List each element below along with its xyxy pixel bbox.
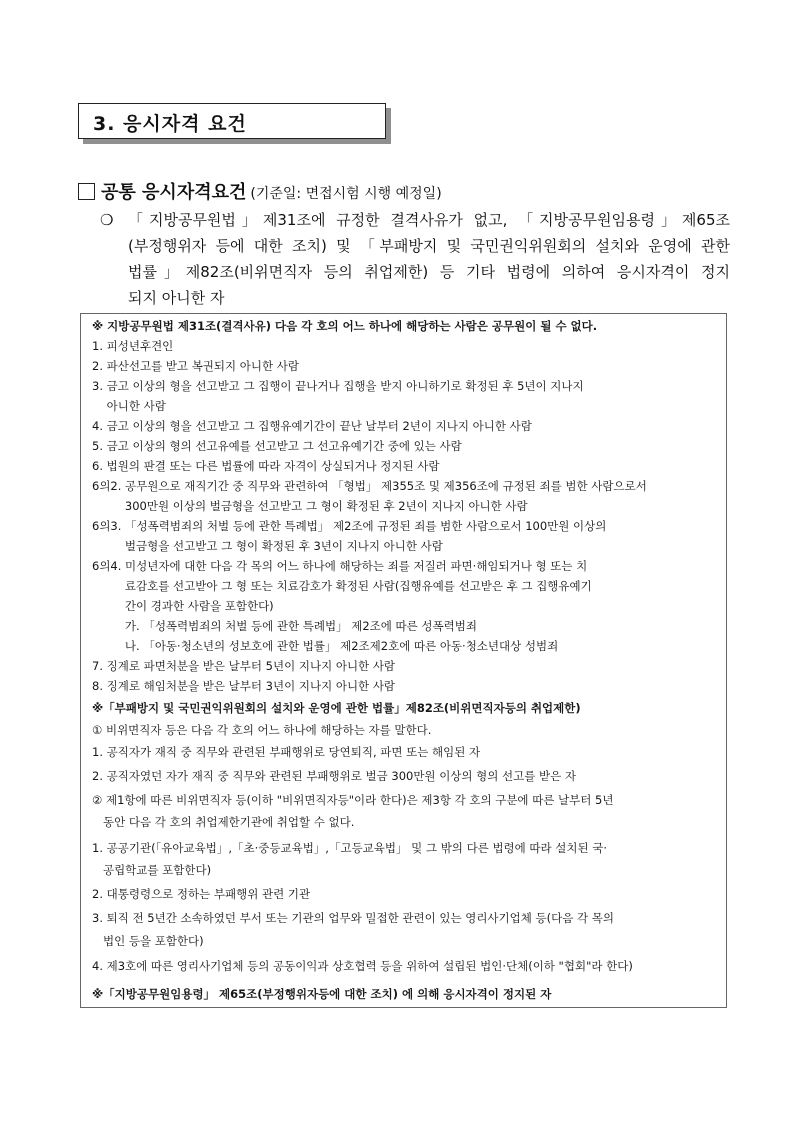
box-row: 6. 법원의 판결 또는 다른 법률에 따라 자격이 상실되거나 정지된 사람 xyxy=(92,459,440,473)
box-row: 료감호를 선고받아 그 형 또는 치료감호가 확정된 사람(집행유예를 선고받은 후 그 집행유예기 xyxy=(92,579,592,593)
box-row: 3. 금고 이상의 형을 선고받고 그 집행이 끝나거나 집행을 받지 아니하기로 확정된 후 5년이 지나지 xyxy=(92,379,584,393)
box-row: 1. 공공기관(「유아교육법」,「초·중등교육법」,「고등교육법」 및 그 밖의 다른 법령에 따라 설치된 국· xyxy=(92,841,608,855)
box-row: 6의3. 「성폭력범죄의 처벌 등에 관한 특례법」 제2조에 규정된 죄를 범한 사람으로서 100만원 이상의 xyxy=(92,519,607,533)
box-row: 간이 경과한 사람을 포함한다) xyxy=(92,599,274,613)
checkbox-square-icon xyxy=(78,183,95,200)
box-row: 1. 피성년후견인 xyxy=(92,339,174,353)
box-heading: ※ 지방공무원법 제31조(결격사유) 다음 각 호의 어느 하나에 해당하는 사람은 공무원이 될 수 없다. xyxy=(92,319,598,333)
bullet-line: 되지 아니한 자 xyxy=(128,289,225,307)
box-row: 아니한 사람 xyxy=(92,399,166,413)
circle-bullet-icon: ❍ xyxy=(100,211,114,229)
box-heading: ※「지방공무원임용령」 제65조(부정행위자등에 대한 조치) 에 의해 응시자격이 정지된 자 xyxy=(92,987,552,1001)
box-row: 동안 다음 각 호의 취업제한기관에 취업할 수 없다. xyxy=(92,815,355,829)
section-title: 3. 응시자격 요건 xyxy=(93,113,247,135)
box-row: 8. 징계로 해임처분을 받은 날부터 3년이 지나지 아니한 사람 xyxy=(92,679,396,693)
box-row: 7. 징계로 파면처분을 받은 날부터 5년이 지나지 아니한 사람 xyxy=(92,659,396,673)
box-row: 5. 금고 이상의 형의 선고유예를 선고받고 그 선고유예기간 중에 있는 사람 xyxy=(92,439,462,453)
bullet-line: (부정행위자 등에 대한 조치) 및 「부패방지 및 국민권익위원회의 설치와 운영에 관한 xyxy=(128,237,730,255)
box-row: 2. 파산선고를 받고 복권되지 아니한 사람 xyxy=(92,359,299,373)
box-row: 나. 「아동·청소년의 성보호에 관한 법률」 제2조제2호에 따른 아동·청소년대상 성범죄 xyxy=(92,639,559,653)
box-row: 2. 공직자였던 자가 재직 중 직무와 관련된 부패행위로 벌금 300만원 이상의 형의 선고를 받은 자 xyxy=(92,769,577,783)
box-row: 벌금형을 선고받고 그 형이 확정된 후 3년이 지나지 아니한 사람 xyxy=(92,539,443,553)
box-row: 2. 대통령령으로 정하는 부패행위 관련 기관 xyxy=(92,887,311,901)
subheading-note: (기준일: 면접시험 시행 예정일) xyxy=(250,186,442,202)
box-row: 공립학교를 포함한다) xyxy=(92,863,212,877)
bullet-line: 「지방공무원법」제31조에 규정한 결격사유가 없고, 「지방공무원임용령」제65조 xyxy=(128,211,730,229)
box-row: 300만원 이상의 벌금형을 선고받고 그 형이 확정된 후 2년이 지나지 아니한 사람 xyxy=(92,499,528,513)
box-heading: ※「부패방지 및 국민권익위원회의 설치와 운영에 관한 법률」제82조(비위면직자등의 취업제한) xyxy=(92,701,581,715)
box-row: 6의4. 미성년자에 대한 다음 각 목의 어느 하나에 해당하는 죄를 저질러 파면·해임되거나 형 또는 치 xyxy=(92,559,588,573)
eligibility-bullet xyxy=(100,207,730,311)
box-row: ① 비위면직자 등은 다음 각 호의 어느 하나에 해당하는 자를 말한다. xyxy=(92,723,432,737)
box-row: 6의2. 공무원으로 재직기간 중 직무와 관련하여 「형법」 제355조 및 제356조에 규정된 죄를 범한 사람으로서 xyxy=(92,479,647,493)
subheading-title: 공통 응시자격요건 xyxy=(101,182,247,203)
box-row: ② 제1항에 따른 비위면직자 등(이하 "비위면직자등"이라 한다)은 제3항 각 호의 구분에 따른 날부터 5년 xyxy=(92,793,614,807)
box-row: 3. 퇴직 전 5년간 소속하였던 부서 또는 기관의 업무와 밀접한 관련이 있는 영리사기업체 등(다음 각 목의 xyxy=(92,911,614,925)
section-title-box xyxy=(78,103,386,139)
box-row: 1. 공직자가 재직 중 직무와 관련된 부패행위로 당연퇴직, 파면 또는 해임된 자 xyxy=(92,745,481,759)
bullet-line: 법률」제82조(비위면직자 등의 취업제한) 등 기타 법령에 의하여 응시자격이 정지 xyxy=(128,263,730,281)
box-row: 4. 금고 이상의 형을 선고받고 그 집행유예기간이 끝난 날부터 2년이 지나지 아니한 사람 xyxy=(92,419,532,433)
box-row: 4. 제3호에 따른 영리사기업체 등의 공동이익과 상호협력 등을 위하여 설립된 법인·단체(이하 "협회"라 한다) xyxy=(92,959,633,973)
box-row: 가. 「성폭력범죄의 처벌 등에 관한 특례법」 제2조에 따른 성폭력범죄 xyxy=(92,619,477,633)
box-row: 법인 등을 포함한다) xyxy=(92,934,204,948)
subheading xyxy=(78,178,442,204)
